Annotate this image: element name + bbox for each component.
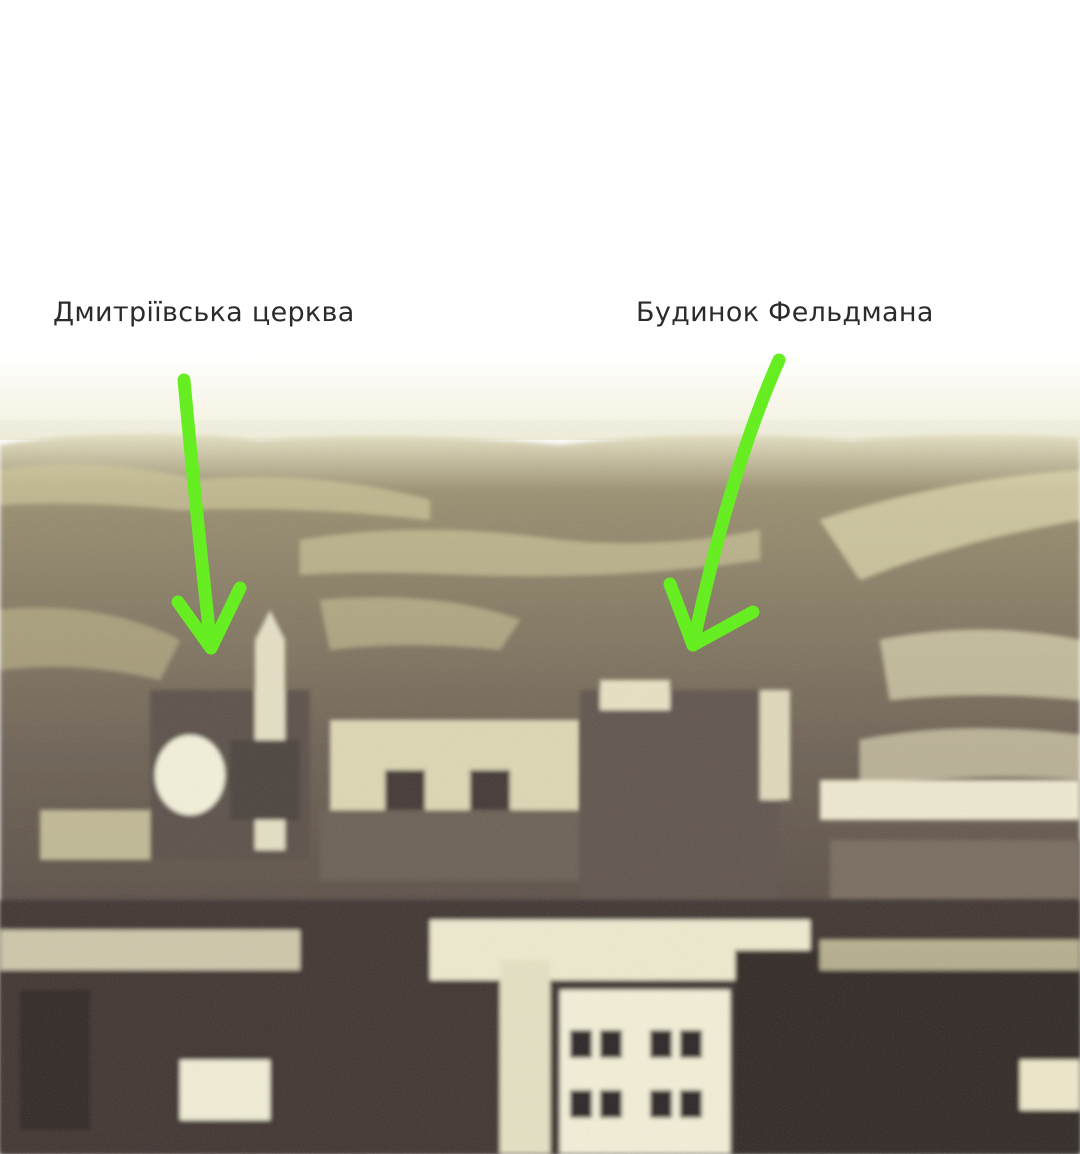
label-dmytriivska-church: Дмитріївська церква [53, 297, 355, 328]
film-grain [0, 420, 1080, 1154]
sky [0, 0, 1080, 440]
label-feldman-house: Будинок Фельдмана [636, 297, 934, 328]
